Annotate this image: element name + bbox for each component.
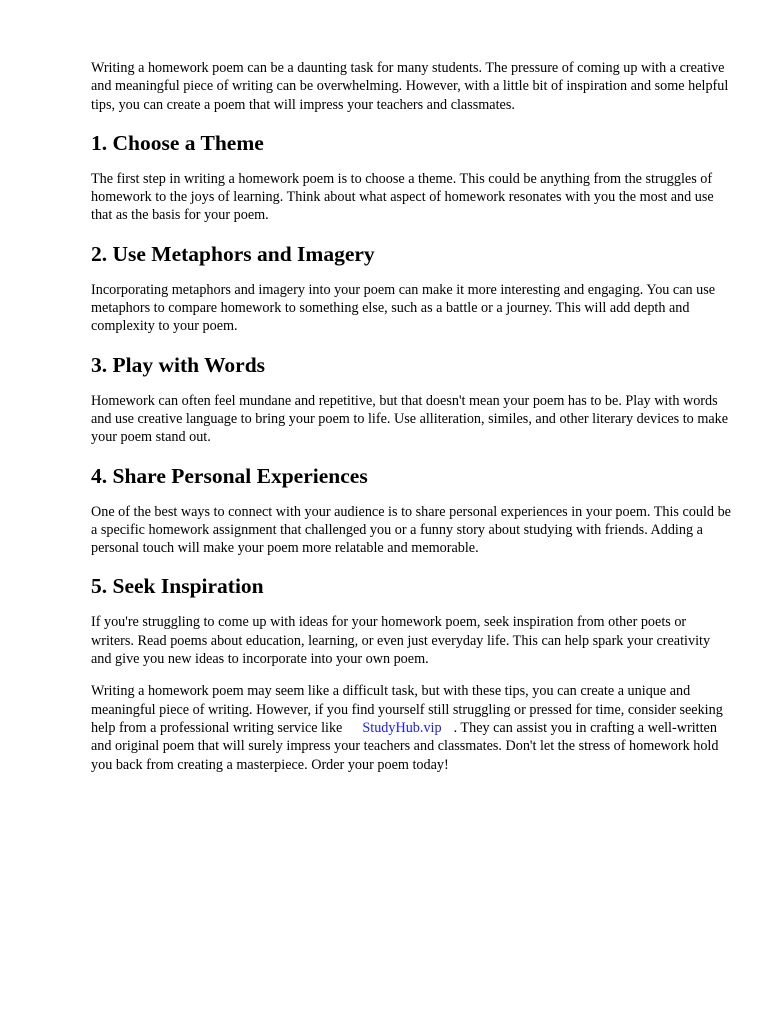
intro-paragraph: Writing a homework poem can be a daunting task for many students. The pressure of coming up with a creative and meaningful piece of writing can be overwhelming. However, with a little bit of inspiration and some helpful tips, you can create a poem that will impress your teachers and classmates.: [91, 60, 729, 113]
section-heading-metaphors-imagery: 2. Use Metaphors and Imagery: [91, 241, 375, 266]
section-body-seek-inspiration: If you're struggling to come up with ideas for your homework poem, seek inspiration from other poets or writers. Read poems about education, learning, or even just everyday life. This can help spark your creativity and give you new ideas to incorporate into your own poem.: [91, 614, 711, 668]
section-body-metaphors-imagery: Incorporating metaphors and imagery into your poem can make it more interesting and engaging. You can use metaphors to compare homework to something else, such as a battle or a journey. This will add depth and complexity to your poem.: [91, 281, 716, 335]
section-heading-seek-inspiration: 5. Seek Inspiration: [91, 574, 264, 599]
section-body-play-with-words: Homework can often feel mundane and repetitive, but that doesn't mean your poem has to be. Play with words and use creative language to bring your poem to life. Use alliteration, similes, and other literary devices to make your poem stand out.: [91, 392, 729, 446]
conclusion-text-after-link: . They can assist you in crafting a well-written and original poem that will surely impress your teachers and classmates. Don't let the stress of homework hold you back from creating a masterpiece. Order your poem today!: [91, 719, 719, 773]
section-heading-play-with-words: 3. Play with Words: [91, 352, 266, 377]
section-body-choose-theme: The first step in writing a homework poem is to choose a theme. This could be anything from the struggles of homework to the joys of learning. Think about what aspect of homework resonates with you the most and use that as the basis for your poem.: [91, 170, 714, 224]
section-body-personal-experiences: One of the best ways to connect with your audience is to share personal experiences in your poem. This could be a specific homework assignment that challenged you or a funny story about studying with friends. Adding a personal touch will make your poem more relatable and memorable.: [91, 503, 731, 557]
conclusion-text-before-link: Writing a homework poem may seem like a difficult task, but with these tips, you can create a unique and meaningful piece of writing. However, if you find yourself still struggling or pressed for time, consider seeking help from a professional writing service like: [91, 683, 723, 736]
section-heading-choose-theme: 1. Choose a Theme: [91, 130, 264, 155]
conclusion-paragraph: [91, 682, 731, 773]
document-page: [91, 59, 731, 774]
section-heading-personal-experiences: 4. Share Personal Experiences: [91, 463, 368, 488]
studyhub-link[interactable]: StudyHub.vip: [362, 719, 442, 736]
